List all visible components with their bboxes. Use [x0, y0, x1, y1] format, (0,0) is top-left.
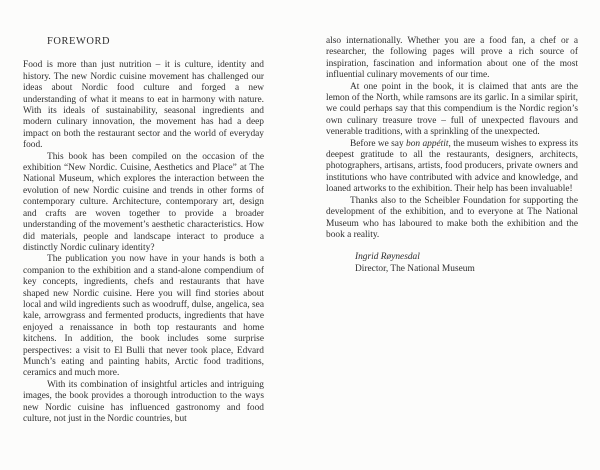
paragraph-intro: Food is more than just nutrition – it is culture, identity and history. The new Nordic cuisine movement has challenged our ideas about Nordic food culture and forged a new understanding of what it means to eat in harmony with nature. With its ideals of sustainability, seasonal ingredients and modern culinary innovation, the movement has had a deep impact on both the restaurant sector and the world of everyday food.	[23, 60, 264, 151]
gratitude-italic-phrase: bon appétit	[406, 138, 449, 149]
paragraph-publication: The publication you now have in your hands is both a companion to the exhibition and a stand-alone compendium of key concepts, ingredients, chefs and restaurants that have shaped new Nordic cuisine. Here you will find stories about local and wild ingredients such as woodruff, dulse, angelica, sea kale, arrowgrass and fermented products, ingredients that have enjoyed a renaissance in both top restaurants and home kitchens. In addition, the book includes some surprise perspectives: a visit to El Bulli that never took place, Edvard Munch’s eating and painting habits, Arctic food traditions, ceramics and much more.	[23, 254, 264, 379]
paragraph-combination: With its combination of insightful articles and intriguing images, the book provides a thorough introduction to the ways new Nordic cuisine has influenced gastronomy and food culture, not just in the Nordic countries, but	[23, 379, 264, 424]
paragraph-continuation: also internationally. Whether you are a food fan, a chef or a researcher, the following pages will prove a rich source of inspiration, fascination and information about one of the most influential culinary movements of our time.	[326, 36, 578, 81]
paragraph-gratitude	[326, 139, 578, 196]
gratitude-text-pre: Before we say	[350, 138, 407, 149]
paragraph-thanks: Thanks also to the Scheibler Foundation for supporting the development of the exhibition, and to everyone at The National Museum who has laboured to make both the exhibition and the book a reality.	[326, 195, 578, 240]
right-page-column	[326, 36, 578, 275]
paragraph-ants: At one point in the book, it is claimed that ants are the lemon of the North, while ramsons are its garlic. In a similar spirit, we could perhaps say that this compendium is the Nordic region’s own culinary treasure trove – full of unexpected flavours and venerable traditions, with a sprinkling of the unexpected.	[326, 81, 578, 138]
page-title: FOREWORD	[47, 36, 111, 47]
signature-title: Director, The National Museum	[355, 263, 475, 274]
paragraph-exhibition: This book has been compiled on the occasion of the exhibition “New Nordic. Cuisine, Aesthetics and Place” at The National Museum, which explores the interaction between the evolution of new Nordic cuisine and trends in other forms of contemporary culture. Architecture, contemporary art, design and crafts are woven together to provide a broader understanding of the movement’s aesthetic characteristics. How did materials, people and landscape interact to produce a distinctly Nordic culinary identity?	[23, 151, 264, 253]
left-page-column	[23, 36, 264, 425]
signature-block	[326, 252, 578, 275]
gratitude-text-post: , the museum wishes to express its deepest gratitude to all the restaurants, designers, architects, photographers, artisans, artists, food producers, private owners and institutions who have contributed with advice and knowledge, and loaned artworks to the exhibition. Their help has been invaluable!	[326, 138, 578, 195]
signature-name: Ingrid Røynesdal	[355, 252, 420, 263]
